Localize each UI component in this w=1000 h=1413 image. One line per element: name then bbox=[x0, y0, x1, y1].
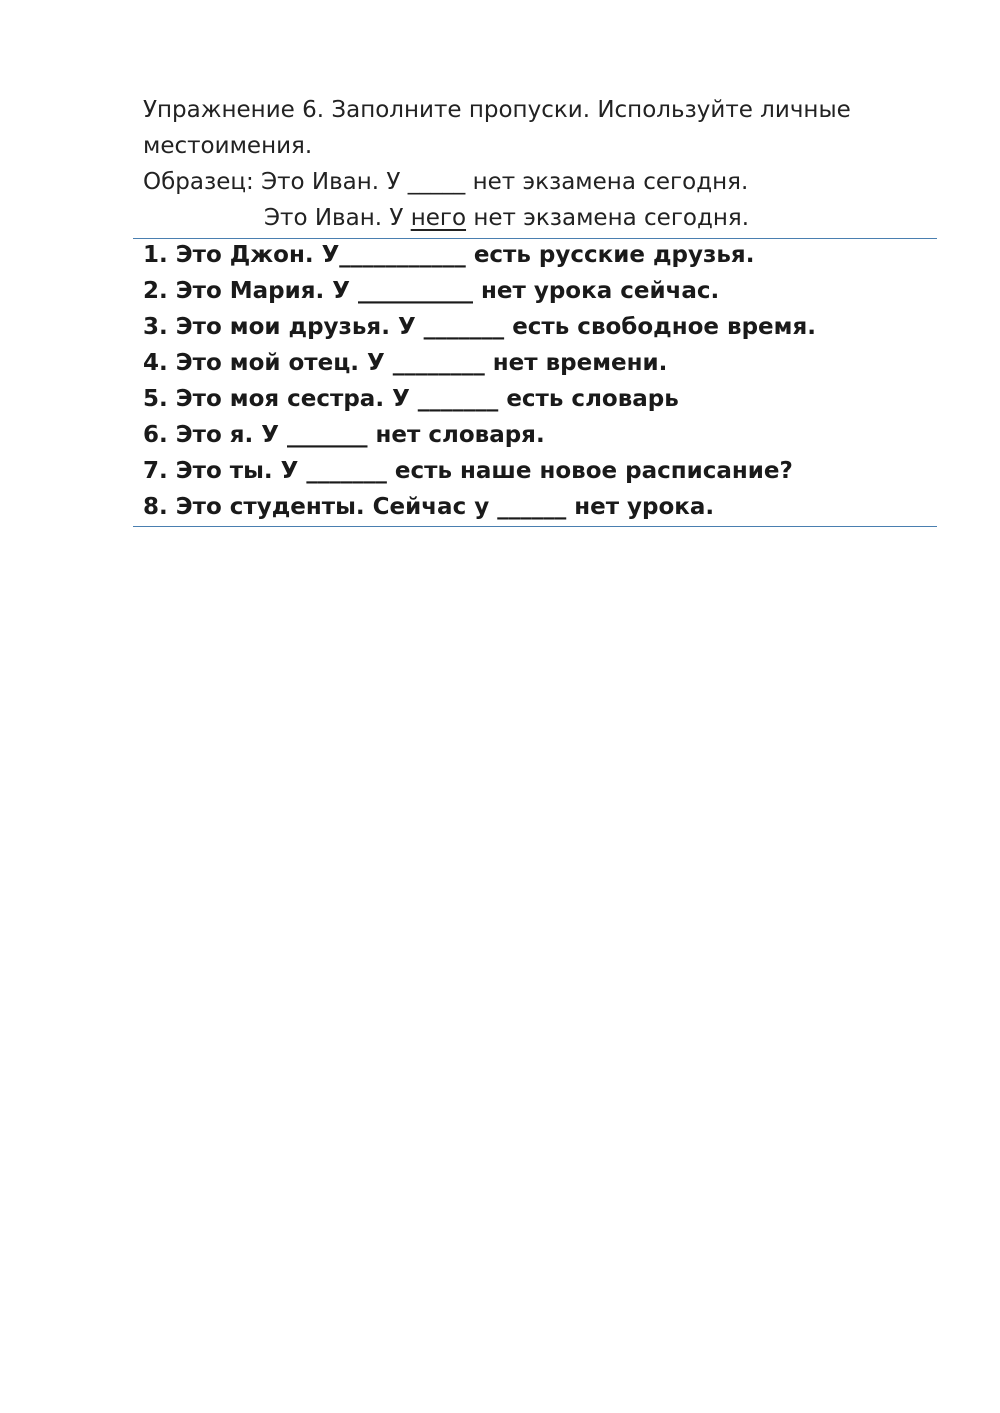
task-item-6: 6. Это я. У _______ нет словаря. bbox=[143, 422, 545, 448]
example-answer-before: Это Иван. У bbox=[264, 205, 411, 231]
task-item-5: 5. Это моя сестра. У _______ есть словарь bbox=[143, 386, 679, 412]
exercise-instructions bbox=[143, 92, 903, 236]
task-item-2: 2. Это Мария. У __________ нет урока сейчас. bbox=[143, 278, 720, 304]
bottom-divider bbox=[133, 526, 937, 527]
task-item-1: 1. Это Джон. У___________ есть русские друзья. bbox=[143, 242, 755, 268]
example-answer-word: него bbox=[410, 205, 467, 231]
example-prompt: Образец: Это Иван. У _____ нет экзамена сегодня. bbox=[143, 169, 749, 195]
task-item-7: 7. Это ты. У _______ есть наше новое расписание? bbox=[143, 458, 793, 484]
example-answer-after: нет экзамена сегодня. bbox=[466, 205, 750, 231]
task-item-8: 8. Это студенты. Сейчас у ______ нет урока. bbox=[143, 494, 715, 520]
task-item-4: 4. Это мой отец. У ________ нет времени. bbox=[143, 350, 668, 376]
example-answer bbox=[143, 200, 903, 236]
exercise-title-line-1: Упражнение 6. Заполните пропуски. Используйте личные bbox=[143, 97, 851, 123]
exercise-title-line-2: местоимения. bbox=[143, 133, 313, 159]
task-list bbox=[143, 237, 933, 525]
task-item-3: 3. Это мои друзья. У _______ есть свободное время. bbox=[143, 314, 816, 340]
